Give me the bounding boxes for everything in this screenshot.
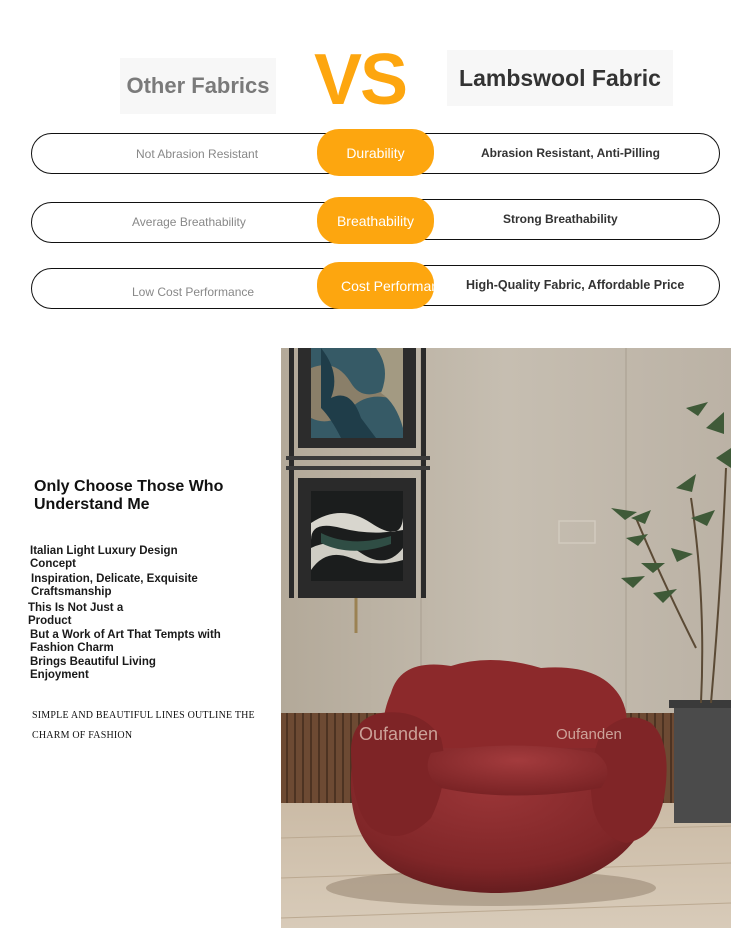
lambswool-fabric-title: Lambswool Fabric: [447, 50, 673, 106]
comparison-badge-breathability: Breathability: [317, 197, 434, 244]
tagline-line-1: SIMPLE AND BEAUTIFUL LINES OUTLINE THE: [32, 710, 255, 721]
intro-line: Italian Light Luxury Design Concept: [30, 545, 178, 570]
comparison-left-text: Average Breathability: [132, 215, 246, 229]
intro-line: This Is Not Just a Product: [28, 602, 124, 627]
product-photo: [281, 348, 731, 928]
intro-line: But a Work of Art That Tempts with Fashion Charm: [30, 629, 221, 654]
intro-title: Only Choose Those Who Understand Me: [34, 478, 224, 513]
intro-line: Inspiration, Delicate, Exquisite Craftsmanship: [31, 573, 198, 598]
watermark-right: Oufanden: [556, 726, 622, 743]
vs-label: VS: [313, 40, 407, 120]
wall-art: [286, 348, 430, 633]
comparison-right-text: Strong Breathability: [503, 212, 618, 226]
intro-line: Brings Beautiful Living Enjoyment: [30, 656, 156, 681]
comparison-badge-durability: Durability: [317, 129, 434, 176]
comparison-right-text: High-Quality Fabric, Affordable Price: [466, 278, 685, 292]
comparison-left-text: Not Abrasion Resistant: [136, 147, 259, 161]
watermark-left: Oufanden: [359, 724, 439, 744]
badge-label: Cost Performance: [341, 277, 454, 294]
other-fabrics-title: Other Fabrics: [120, 58, 276, 114]
comparison-badge-cost-performance: [317, 262, 454, 309]
tagline-line-2: CHARM OF FASHION: [32, 730, 133, 741]
comparison-left-text: Low Cost Performance: [132, 285, 255, 299]
comparison-right-text: Abrasion Resistant, Anti-Pilling: [481, 146, 660, 160]
